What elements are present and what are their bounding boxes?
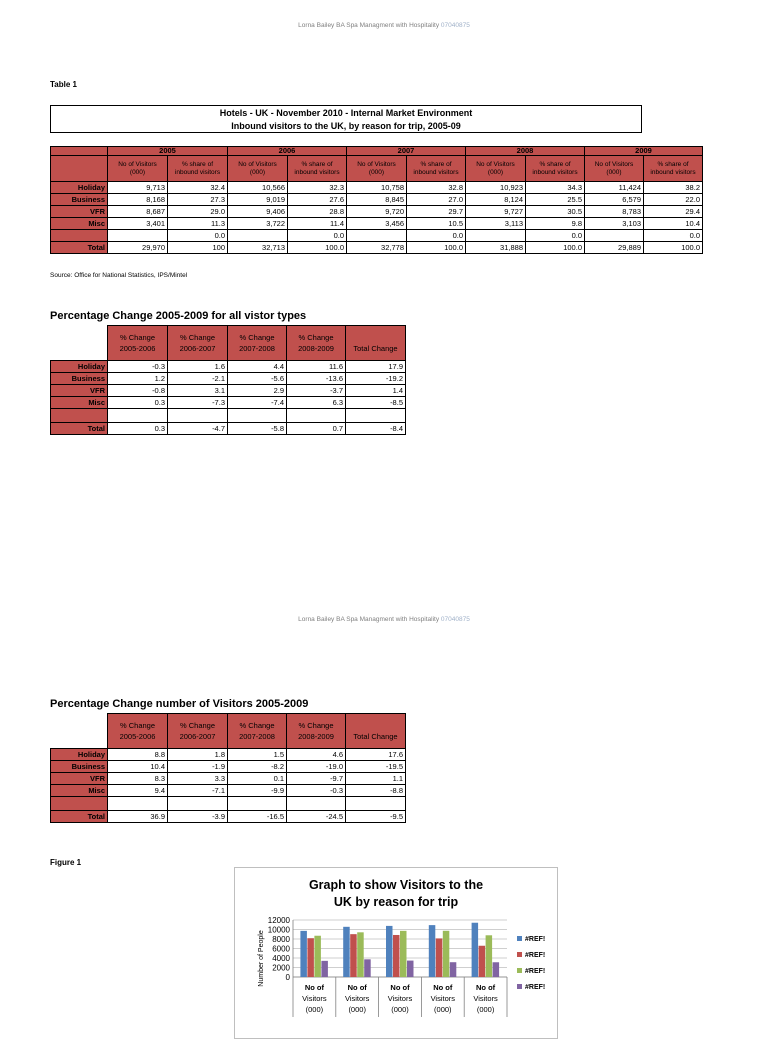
table-cell: 11.6 [287, 361, 346, 373]
table-cell: 1.4 [346, 385, 406, 397]
header-number: 07040875 [440, 22, 470, 29]
table-row [51, 409, 406, 423]
table-cell: 8,845 [347, 194, 407, 206]
table-cell: -0.3 [108, 361, 168, 373]
column-header-cell: Total Change [346, 326, 406, 361]
y-axis-label: Number of People [258, 930, 265, 987]
row-header-cell: Holiday [51, 361, 108, 373]
table-row [51, 206, 703, 218]
table-cell: 10.5 [407, 218, 466, 230]
table-corner-cell [51, 156, 108, 182]
year-header-cell: 2005 [108, 147, 228, 156]
table-cell: -19.2 [346, 373, 406, 385]
bar [400, 931, 407, 977]
row-header-cell: Business [51, 194, 108, 206]
row-header-cell: VFR [51, 385, 108, 397]
bar [386, 926, 393, 977]
table-cell: 8,168 [108, 194, 168, 206]
column-header-share: % share of inbound visitors [526, 156, 585, 182]
bar [307, 938, 314, 977]
table-cell: -8.5 [346, 397, 406, 409]
table-cell: 25.5 [526, 194, 585, 206]
row-header-cell: Misc [51, 397, 108, 409]
column-header-visitors: No of Visitors (000) [466, 156, 526, 182]
bar [407, 961, 414, 977]
column-header-cell: % Change 2007-2008 [228, 714, 287, 749]
year-header-cell: 2009 [585, 147, 703, 156]
header-number: 07040875 [440, 616, 470, 623]
y-tick-label: 2000 [272, 963, 290, 973]
table-cell: -8.8 [346, 785, 406, 797]
table-row [51, 182, 703, 194]
table-row [51, 194, 703, 206]
table-cell [168, 409, 228, 423]
page-header [0, 22, 768, 29]
x-tick-label: Visitors [473, 994, 498, 1003]
table-cell: 27.3 [168, 194, 228, 206]
table-cell: -4.7 [168, 423, 228, 435]
table-cell [108, 230, 168, 242]
x-tick-label: Visitors [344, 994, 370, 1003]
bar [321, 961, 328, 977]
bar [486, 935, 493, 977]
legend-label: #REF! [525, 936, 546, 943]
table-cell: -7.4 [228, 397, 287, 409]
table-cell: -9.7 [287, 773, 346, 785]
table-cell: 9.4 [108, 785, 168, 797]
table-subheader-row [51, 156, 703, 182]
table-row [51, 230, 703, 242]
table1-title-box [50, 105, 642, 133]
table-header-row [51, 326, 406, 361]
column-header-cell: % Change 2006-2007 [168, 714, 228, 749]
bar [436, 938, 443, 977]
table-cell: 36.9 [108, 811, 168, 823]
bar [429, 925, 436, 977]
table-cell [228, 797, 287, 811]
table-cell: 29,970 [108, 242, 168, 254]
y-tick-label: 8000 [272, 935, 290, 944]
table-cell [228, 230, 288, 242]
year-header-cell: 2006 [228, 147, 347, 156]
table-cell: -3.7 [287, 385, 346, 397]
x-tick-label: No of [347, 983, 367, 992]
table-cell: -0.8 [108, 385, 168, 397]
x-tick-label: No of [433, 983, 453, 992]
x-tick-label: (000) [434, 1005, 452, 1014]
y-tick-label: 0 [285, 973, 290, 982]
column-header-share: % share of inbound visitors [644, 156, 703, 182]
table-cell: 1.5 [228, 749, 287, 761]
y-tick-label: 12000 [267, 916, 290, 925]
table-cell: -1.9 [168, 761, 228, 773]
x-tick-label: (000) [391, 1005, 409, 1014]
x-tick-label: Visitors [430, 994, 456, 1003]
bar [450, 962, 457, 977]
column-header-visitors: No of Visitors (000) [108, 156, 168, 182]
table-cell: -7.3 [168, 397, 228, 409]
table-row [51, 385, 406, 397]
x-tick-label: No of [476, 983, 496, 992]
table-cell: -19.0 [287, 761, 346, 773]
table-cell: 10,566 [228, 182, 288, 194]
column-header-share: % share of inbound visitors [288, 156, 347, 182]
row-header-cell: Total [51, 811, 108, 823]
table-cell: 0.3 [108, 397, 168, 409]
bar [300, 931, 307, 977]
table-cell: 0.0 [526, 230, 585, 242]
pct-table-title: Percentage Change 2005-2009 for all vistor types [50, 310, 307, 322]
table-row [51, 423, 406, 435]
table-cell: 28.8 [288, 206, 347, 218]
page-header-2 [0, 616, 768, 623]
table-cell: 8,124 [466, 194, 526, 206]
table-cell: 10,923 [466, 182, 526, 194]
visitors-chart [235, 868, 557, 1038]
table-cell: 0.7 [287, 423, 346, 435]
table-cell: 9,727 [466, 206, 526, 218]
table-cell: 0.0 [168, 230, 228, 242]
column-header-cell: % Change 2005-2006 [108, 714, 168, 749]
table-cell: 30.5 [526, 206, 585, 218]
table-cell: 8,783 [585, 206, 644, 218]
table-cell: 8.8 [108, 749, 168, 761]
column-header-visitors: No of Visitors (000) [585, 156, 644, 182]
table-cell [287, 409, 346, 423]
table-cell: 4.6 [287, 749, 346, 761]
chart-frame [234, 867, 558, 1039]
table1-source: Source: Office for National Statistics, IPS/Mintel [50, 272, 188, 279]
chart-title-line: UK by reason for trip [333, 895, 459, 909]
legend-swatch [517, 968, 522, 973]
row-header-cell [51, 409, 108, 423]
chart-title-line: Graph to show Visitors to the [308, 878, 484, 892]
table-cell: 10.4 [644, 218, 703, 230]
pct-change-table [50, 325, 406, 435]
bar [350, 934, 357, 977]
table-row [51, 797, 406, 811]
table-cell: 34.3 [526, 182, 585, 194]
row-header-cell [51, 797, 108, 811]
table-cell: 4.4 [228, 361, 287, 373]
table-cell: 0.3 [108, 423, 168, 435]
table-cell: -24.5 [287, 811, 346, 823]
header-text: Lorna Bailey BA Spa Managment with Hospitality [298, 616, 440, 623]
table-cell: 8.3 [108, 773, 168, 785]
table-cell: -8.2 [228, 761, 287, 773]
row-header-cell: Holiday [51, 749, 108, 761]
table-cell: 32.8 [407, 182, 466, 194]
table-cell: 29.4 [644, 206, 703, 218]
table-cell: 31,888 [466, 242, 526, 254]
column-header-cell: % Change 2008-2009 [287, 326, 346, 361]
table-cell: 3,113 [466, 218, 526, 230]
table-cell [347, 230, 407, 242]
bar [493, 962, 500, 977]
table-corner-cell [51, 147, 108, 156]
visitors-table [50, 146, 703, 254]
table-cell: 11.4 [288, 218, 347, 230]
table-cell: 6.3 [287, 397, 346, 409]
bar [479, 946, 486, 977]
table-cell [346, 409, 406, 423]
column-header-cell: % Change 2008-2009 [287, 714, 346, 749]
table-cell: -16.5 [228, 811, 287, 823]
bar [357, 932, 364, 977]
table-cell: -9.9 [228, 785, 287, 797]
table-cell: 3.3 [168, 773, 228, 785]
table-cell: 100.0 [407, 242, 466, 254]
year-header-cell: 2008 [466, 147, 585, 156]
column-header-share: % share of inbound visitors [168, 156, 228, 182]
table-cell: 100.0 [288, 242, 347, 254]
row-header-cell: VFR [51, 206, 108, 218]
table-cell: 29,889 [585, 242, 644, 254]
table-cell: 22.0 [644, 194, 703, 206]
table-cell: 29.0 [168, 206, 228, 218]
table-cell: 1.8 [168, 749, 228, 761]
x-tick-label: (000) [476, 1005, 495, 1014]
table-cell: 32.4 [168, 182, 228, 194]
y-tick-label: 4000 [272, 954, 290, 963]
table-cell: 100.0 [526, 242, 585, 254]
table-cell: 0.0 [288, 230, 347, 242]
table-cell [228, 409, 287, 423]
table-cell: 27.6 [288, 194, 347, 206]
table-cell: -9.5 [346, 811, 406, 823]
table-cell: 10,758 [347, 182, 407, 194]
table-row [51, 811, 406, 823]
table-cell: 9.8 [526, 218, 585, 230]
table-row [51, 361, 406, 373]
table-cell: -13.6 [287, 373, 346, 385]
table1-label: Table 1 [50, 80, 77, 89]
table-cell [108, 409, 168, 423]
table-cell: 11.3 [168, 218, 228, 230]
row-header-cell: Total [51, 242, 108, 254]
column-header-cell: % Change 2007-2008 [228, 326, 287, 361]
row-header-cell: Business [51, 761, 108, 773]
legend-label: #REF! [525, 952, 546, 959]
row-header-cell [51, 230, 108, 242]
table-row [51, 773, 406, 785]
table-corner-cell [51, 326, 108, 361]
table-cell: 1.6 [168, 361, 228, 373]
table-row [51, 373, 406, 385]
table-cell: 29.7 [407, 206, 466, 218]
table-cell: 32,778 [347, 242, 407, 254]
num-table-title: Percentage Change number of Visitors 2005-2009 [50, 698, 309, 710]
x-tick-label: (000) [305, 1005, 324, 1014]
table-cell [287, 797, 346, 811]
x-tick-label: Visitors [387, 994, 413, 1003]
table-corner-cell [51, 714, 108, 749]
bar [472, 923, 479, 977]
column-header-cell: Total Change [346, 714, 406, 749]
table-cell: 17.6 [346, 749, 406, 761]
table-cell: 3,722 [228, 218, 288, 230]
table-row [51, 397, 406, 409]
table-row [51, 761, 406, 773]
table-row [51, 242, 703, 254]
table-cell: -7.1 [168, 785, 228, 797]
table-cell [108, 797, 168, 811]
table-cell: -19.5 [346, 761, 406, 773]
row-header-cell: VFR [51, 773, 108, 785]
bar [314, 936, 321, 977]
x-tick-label: No of [390, 983, 410, 992]
table-cell: 27.0 [407, 194, 466, 206]
y-tick-label: 6000 [272, 944, 290, 954]
row-header-cell: Misc [51, 785, 108, 797]
table-cell: 17.9 [346, 361, 406, 373]
table-cell [168, 797, 228, 811]
table-cell: 9,406 [228, 206, 288, 218]
table-cell: -5.6 [228, 373, 287, 385]
legend-swatch [517, 984, 522, 989]
bar [343, 927, 350, 977]
table1-title-line2: Inbound visitors to the UK, by reason for trip, 2005-09 [231, 121, 461, 131]
x-tick-label: No of [304, 983, 324, 992]
table-cell: 0.0 [644, 230, 703, 242]
column-header-visitors: No of Visitors (000) [228, 156, 288, 182]
table-cell: 3.1 [168, 385, 228, 397]
num-change-table [50, 713, 406, 823]
table-cell: 0.1 [228, 773, 287, 785]
table-cell: 2.9 [228, 385, 287, 397]
column-header-cell: % Change 2005-2006 [108, 326, 168, 361]
bar [364, 959, 371, 977]
header-text: Lorna Bailey BA Spa Managment with Hospitality [298, 22, 440, 29]
table-cell: -5.8 [228, 423, 287, 435]
column-header-cell: % Change 2006-2007 [168, 326, 228, 361]
table-row [51, 785, 406, 797]
row-header-cell: Business [51, 373, 108, 385]
row-header-cell: Total [51, 423, 108, 435]
table-cell: 10.4 [108, 761, 168, 773]
row-header-cell: Holiday [51, 182, 108, 194]
table-cell: 0.0 [407, 230, 466, 242]
table1-title-line1: Hotels - UK - November 2010 - Internal Market Environment [219, 108, 473, 118]
year-header-cell: 2007 [347, 147, 466, 156]
bar [443, 931, 450, 977]
table-row [51, 218, 703, 230]
legend-swatch [517, 952, 522, 957]
table-cell: -0.3 [287, 785, 346, 797]
legend-swatch [517, 936, 522, 941]
table-cell: 1.1 [346, 773, 406, 785]
table-cell: -3.9 [168, 811, 228, 823]
row-header-cell: Misc [51, 218, 108, 230]
table-cell [346, 797, 406, 811]
table-cell: 6,579 [585, 194, 644, 206]
table-row [51, 749, 406, 761]
legend-label: #REF! [525, 984, 546, 991]
figure-label: Figure 1 [50, 858, 82, 867]
table-cell: 9,720 [347, 206, 407, 218]
table-cell: 32,713 [228, 242, 288, 254]
bar [393, 935, 400, 977]
table-cell: 38.2 [644, 182, 703, 194]
table-header-row [51, 714, 406, 749]
table-cell: 1.2 [108, 373, 168, 385]
table-cell: 8,687 [108, 206, 168, 218]
table-cell: 3,456 [347, 218, 407, 230]
table-cell: 9,019 [228, 194, 288, 206]
table-cell [466, 230, 526, 242]
column-header-share: % share of inbound visitors [407, 156, 466, 182]
table-cell: 100.0 [644, 242, 703, 254]
table-cell: 100 [168, 242, 228, 254]
table-cell: -8.4 [346, 423, 406, 435]
x-tick-label: (000) [348, 1005, 366, 1014]
table-cell [585, 230, 644, 242]
table-header-row [51, 147, 703, 156]
table-cell: 3,401 [108, 218, 168, 230]
table-cell: 32.3 [288, 182, 347, 194]
table-cell: 11,424 [585, 182, 644, 194]
legend-label: #REF! [525, 968, 546, 975]
table-cell: 3,103 [585, 218, 644, 230]
y-tick-label: 10000 [267, 925, 290, 935]
table-cell: -2.1 [168, 373, 228, 385]
x-tick-label: Visitors [302, 994, 327, 1003]
column-header-visitors: No of Visitors (000) [347, 156, 407, 182]
table-cell: 9,713 [108, 182, 168, 194]
